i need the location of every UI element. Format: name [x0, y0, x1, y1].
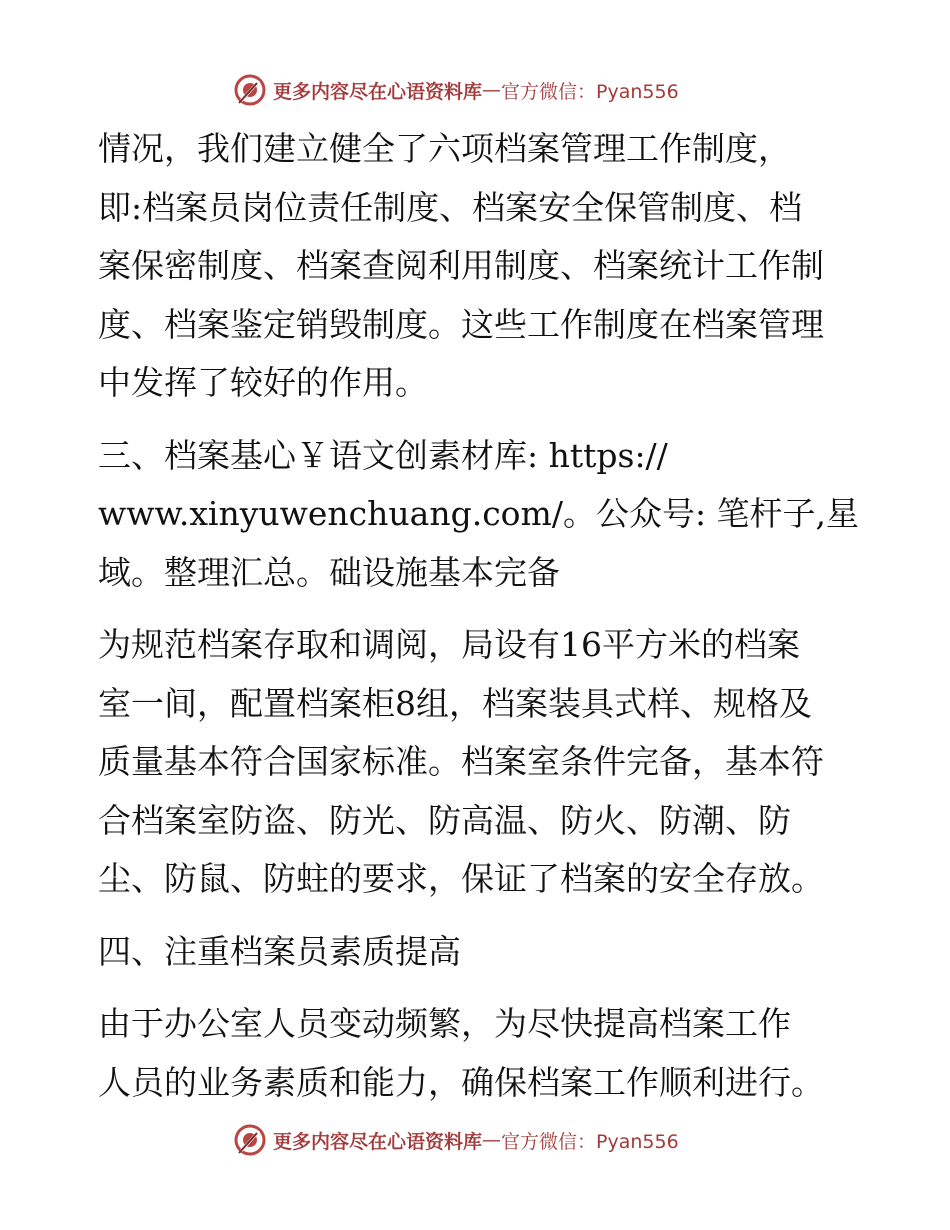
text-line: 情况，我们建立健全了六项档案管理工作制度，: [98, 129, 791, 168]
text-line: 即:档案员岗位责任制度、档案安全保管制度、档: [98, 187, 803, 227]
text-line: www.xinyuwenchuang.com/。公众号: 笔杆子,星: [98, 494, 860, 533]
paragraph-2: [98, 427, 858, 603]
footer-banner: [233, 1122, 679, 1158]
footer-separator: —: [482, 1129, 502, 1151]
header-wechat-text: 官方微信：Pyan556: [501, 80, 679, 103]
pen-seal-icon: [233, 73, 267, 107]
text-line: 案保密制度、档案查阅利用制度、档案统计工作制: [98, 246, 824, 285]
header-separator: —: [482, 79, 502, 101]
text-line: 质量基本符合国家标准。档案室条件完备，基本符: [98, 742, 824, 781]
text-line: 中发挥了较好的作用。: [98, 363, 428, 402]
footer-brand-text: 更多内容尽在心语资料库: [273, 1130, 483, 1153]
pen-seal-icon: [233, 1123, 267, 1157]
paragraph-1: [98, 120, 858, 413]
paragraph-3: [98, 616, 858, 909]
text-line: 为规范档案存取和调阅，局设有16平方米的档案: [98, 625, 800, 664]
header-brand-text: 更多内容尽在心语资料库: [273, 80, 483, 103]
text-line: 室一间，配置档案柜8组，档案装具式样、规格及: [98, 683, 812, 723]
footer-wechat-text: 官方微信：Pyan556: [501, 1130, 679, 1153]
text-line: 三、档案基心￥语文创素材库: https://: [98, 435, 668, 475]
text-line: 域。整理汇总。础设施基本完备: [98, 552, 560, 592]
text-line: 人员的业务素质和能力，确保档案工作顺利进行。: [98, 1062, 824, 1102]
paragraph-5: [98, 995, 858, 1112]
document-body: [98, 120, 858, 1112]
text-line: 合档案室防盗、防光、防高温、防火、防潮、防: [98, 800, 791, 840]
text-line: 度、档案鉴定销毁制度。这些工作制度在档案管理: [98, 304, 824, 344]
header-banner: [233, 72, 679, 108]
heading-line: 四、注重档案员素质提高: [98, 931, 461, 971]
section-heading-4: [98, 923, 858, 982]
text-line: 尘、防鼠、防蛀的要求，保证了档案的安全存放。: [98, 859, 824, 898]
text-line: 由于办公室人员变动频繁，为尽快提高档案工作: [98, 1004, 791, 1043]
